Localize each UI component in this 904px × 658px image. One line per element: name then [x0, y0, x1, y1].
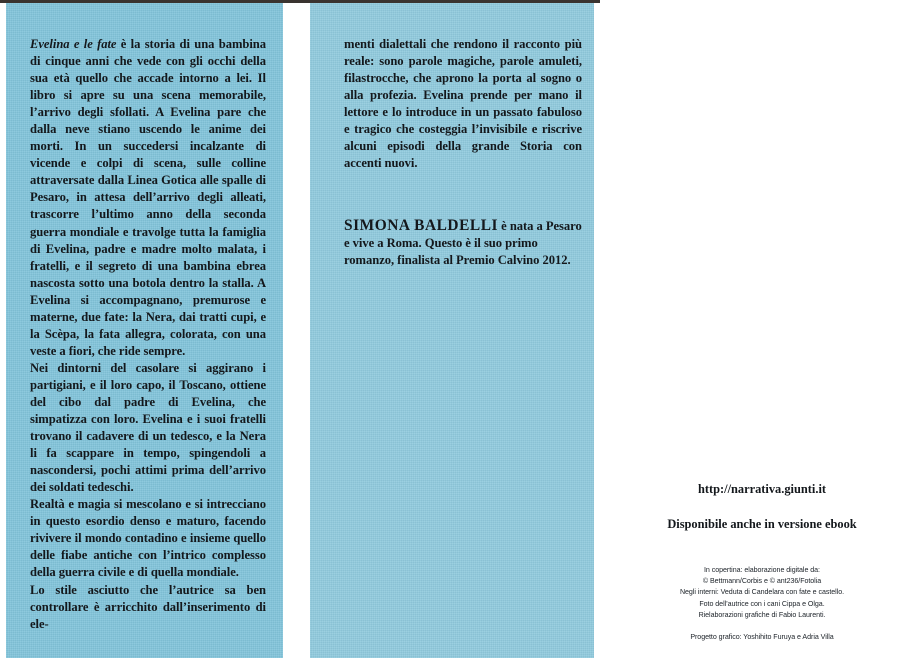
credit-line: Rielaborazioni grafiche di Fabio Laurenti. [698, 610, 826, 619]
credit-line: In copertina: elaborazione digitale da: [704, 566, 820, 574]
author-name: SIMONA BALDELLI [344, 217, 499, 234]
credit-line: Foto dell’autrice con i cani Cippa e Olga. [699, 599, 825, 608]
credits-spacer [620, 621, 904, 632]
ebook-availability-note: Disponibile anche in versione ebook [667, 517, 857, 531]
credit-line: © Bettmann/Corbis e © ant236/Fotolia [702, 577, 822, 586]
blurb-paragraph-4: Lo stile asciutto che l’autrice sa ben controllare è arricchito dall’inserimento di ele- [30, 582, 266, 631]
blurb-left-column [30, 36, 266, 633]
blurb-paragraph-2: Nei dintorni del casolare si aggirano i partigiani, e il loro capo, il Toscano, ottiene del cibo dal padre di Evelina, che simpatizza con loro. Evelina e i suoi fratelli trovano il cadavere di un tedesco, e la Nera li fa scappare in tempo, spingendoli a nascondersi, pochi attimi prima dell’arrivo dei soldati tedeschi. [30, 360, 266, 495]
back-cover-right-panel [310, 3, 857, 658]
blurb-paragraph-1-text: è la storia di una bambina di cinque anni che vede con gli occhi della sua età quello che accade intorno a lei. Il libro si apre su una scena memorabile, l’arrivo degli sfollati. A Evelina pare che dalla neve stiano uscendo le anime dei morti. In un succedersi incalzante di vicende e colpi di scena, sulle colline attraversate dalla Linea Gotica alle spalle di Pesaro, in attesa dell’arrivo degli alleati, trascorre l’ultimo anno della seconda guerra mondiale e travolge tutta la famiglia di Evelina, padre e madre molto malata, i fratelli, e il segreto di una bambina ebrea nascosta sotto una botola dentro la stalla. A Evelina si accompagnano, premurose e materne, due fate: la Nera, dai tratti cupi, e la Scèpa, la fata allegra, colorata, con una veste a fiori, che ride sempre. [30, 37, 266, 358]
design-credit-line: Progetto grafico: Yoshihito Furuya e Adria Villa [690, 633, 834, 642]
author-bio-text: è nata a Pesaro e vive a Roma. Questo è il suo primo romanzo, finalista al Premio Calvino 2012. [344, 219, 582, 268]
blurb-paragraph-continuation: menti dialettali che rendono il racconto più reale: sono parole magiche, parole amuleti, filastrocche, che aprono la porta al sogno o alla profezia. Evelina prende per mano il lettore e lo introduce in un passato fabuloso e tragico che costeggia l’invisibile e riscrive alcuni episodi della grande Storia con accenti nuovi. [344, 37, 582, 171]
credit-line: Negli interni: Veduta di Candelara con fate e castello. [679, 588, 845, 597]
cover-credits [620, 565, 904, 643]
book-title-italic: Evelina e le fate [30, 37, 117, 51]
author-bio [344, 217, 584, 269]
blurb-right-column [344, 36, 582, 172]
publisher-website-url[interactable]: http://narrativa.giunti.it [697, 482, 827, 496]
blurb-paragraph-3: Realtà e magia si mescolano e si intrecciano in questo esordio denso e maturo, facendo rivivere il mondo contadino e insieme quello delle fiabe antiche con l’intrico complesso della guerra civile e di quella mondiale. [30, 497, 266, 580]
blurb-paragraph-1 [30, 36, 266, 360]
back-cover-left-panel [6, 3, 283, 658]
